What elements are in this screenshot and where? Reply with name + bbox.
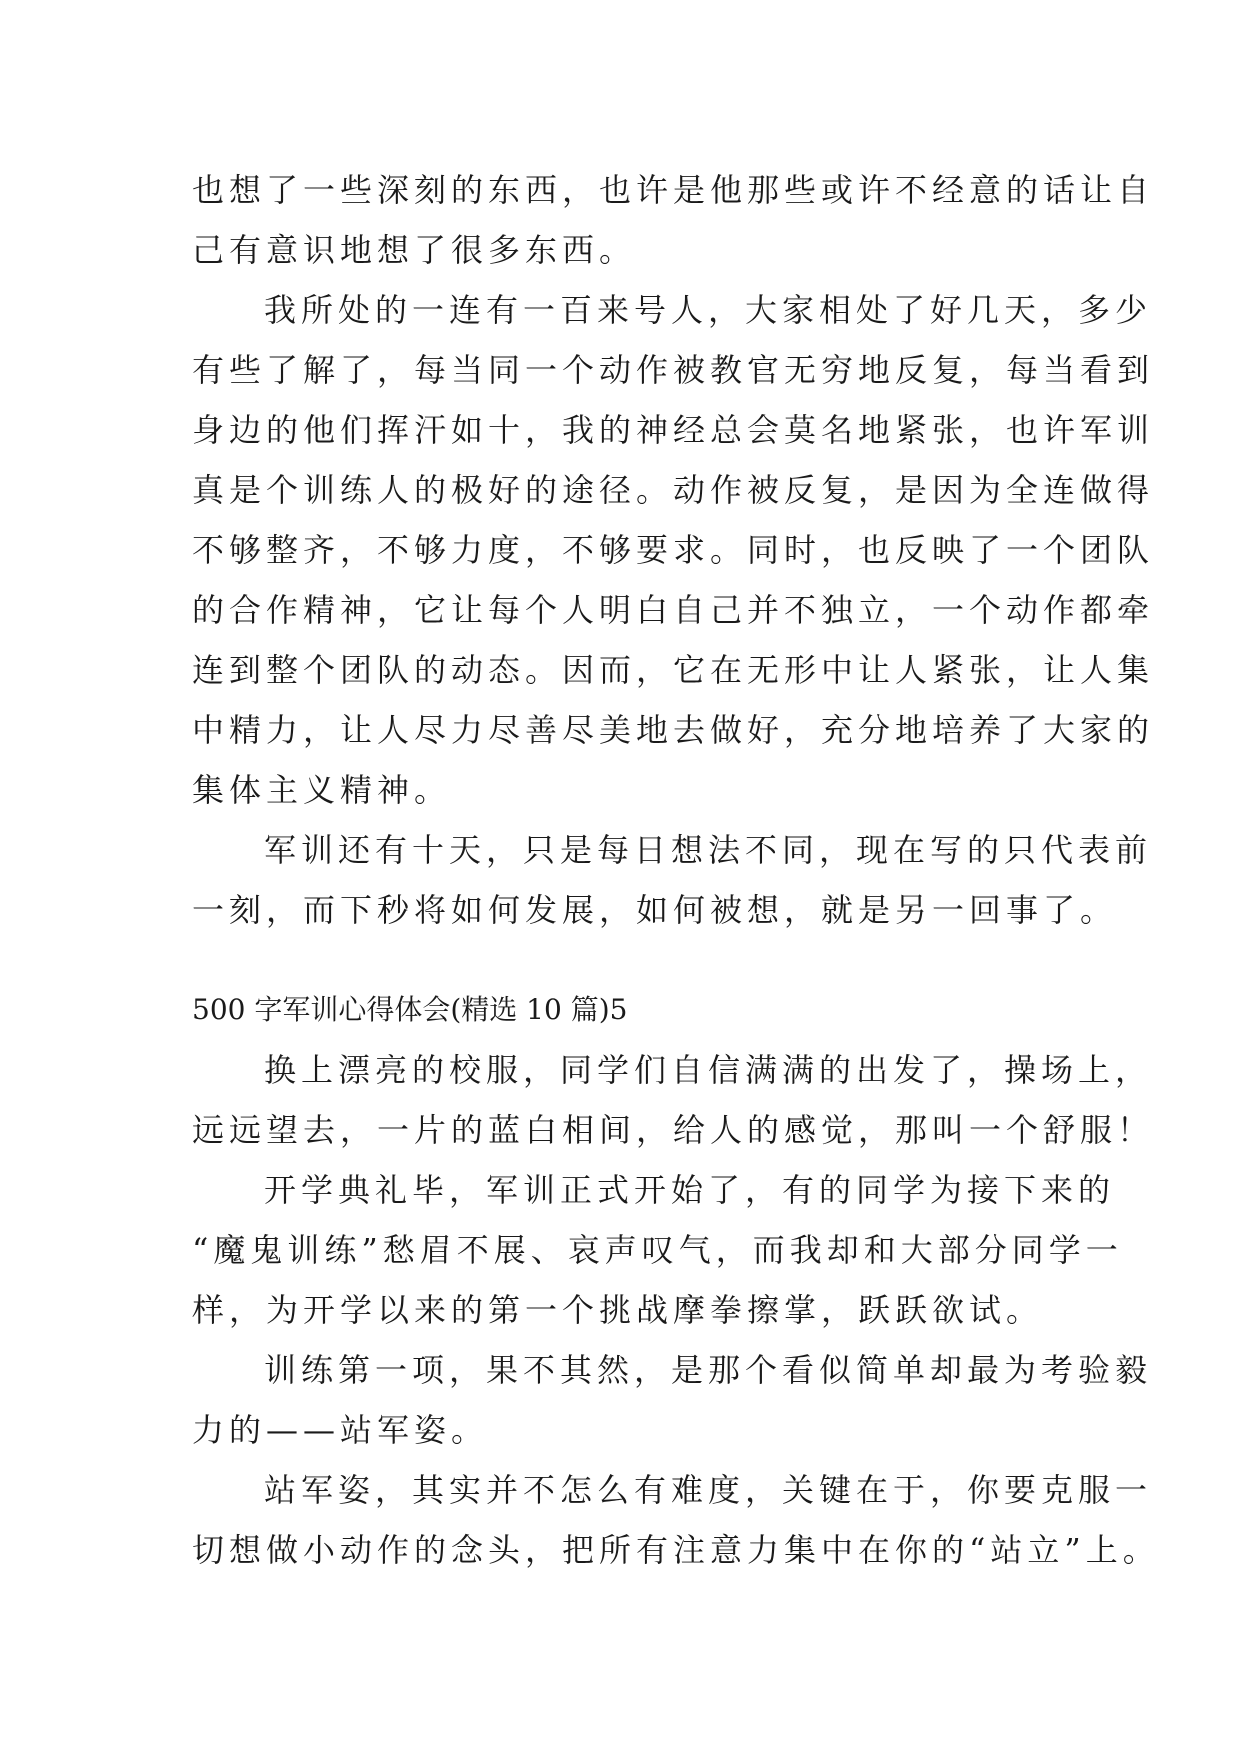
text-line: 样，为开学以来的第一个挑战摩拳擦掌，跃跃欲试。: [192, 1291, 1044, 1329]
paragraph-start: 我所处的一连有一百来号人，大家相处了好几天，多少: [264, 291, 1153, 329]
text-line: 一刻，而下秒将如何发展，如何被想，就是另一回事了。: [192, 891, 1118, 929]
text-line: 身边的他们挥汗如十，我的神经总会莫名地紧张，也许军训: [192, 411, 1155, 449]
text-line: 有些了解了，每当同一个动作被教官无穷地反复，每当看到: [192, 351, 1155, 389]
document-page: [192, 160, 1160, 1580]
text-line: 中精力，让人尽力尽善尽美地去做好，充分地培养了大家的: [192, 711, 1155, 749]
paragraph-start: 训练第一项，果不其然，是那个看似简单却最为考验毅: [264, 1351, 1153, 1389]
text-line: 真是个训练人的极好的途径。动作被反复，是因为全连做得: [192, 471, 1155, 509]
text-line: 连到整个团队的动态。因而，它在无形中让人紧张，让人集: [192, 651, 1155, 689]
paragraph-start: 开学典礼毕，军训正式开始了，有的同学为接下来的: [264, 1171, 1116, 1209]
text-line: 不够整齐，不够力度，不够要求。同时，也反映了一个团队: [192, 531, 1155, 569]
section-heading: 500 字军训心得体会(精选 10 篇)5: [192, 993, 628, 1026]
text-line: “魔鬼训练”愁眉不展、哀声叹气，而我却和大部分同学一: [192, 1231, 1123, 1269]
paragraph-start: 站军姿，其实并不怎么有难度，关键在于，你要克服一: [264, 1471, 1153, 1509]
text-line: 力的——站军姿。: [192, 1411, 489, 1449]
text-line: 远远望去，一片的蓝白相间，给人的感觉，那叫一个舒服！: [192, 1111, 1155, 1149]
text-line: 己有意识地想了很多东西。: [192, 231, 637, 269]
text-line: 也想了一些深刻的东西，也许是他那些或许不经意的话让自: [192, 171, 1155, 209]
paragraph-start: 换上漂亮的校服，同学们自信满满的出发了，操场上，: [264, 1051, 1153, 1089]
text-line: 集体主义精神。: [192, 771, 452, 809]
text-line: 切想做小动作的念头，把所有注意力集中在你的“站立”上。: [192, 1531, 1160, 1569]
paragraph-start: 军训还有十天，只是每日想法不同，现在写的只代表前: [264, 831, 1153, 869]
text-line: 的合作精神，它让每个人明白自己并不独立，一个动作都牵: [192, 591, 1155, 629]
